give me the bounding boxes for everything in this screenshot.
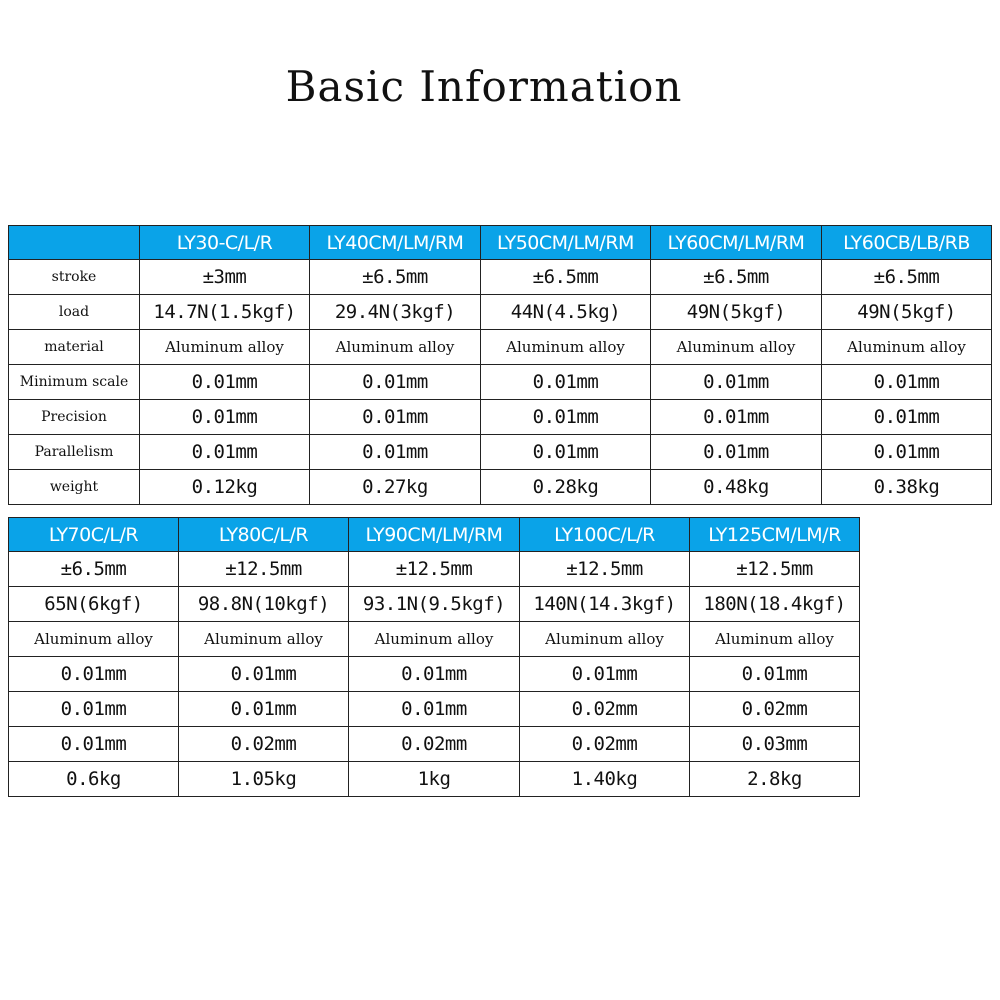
table-cell: 0.01mm (310, 400, 481, 435)
table-cell: Aluminum alloy (822, 330, 992, 365)
table-cell: 0.01mm (310, 365, 481, 400)
table-cell: Aluminum alloy (9, 622, 179, 657)
table-row-stroke (9, 552, 860, 587)
page-title: Basic Information (285, 62, 683, 111)
table-cell: 0.01mm (9, 692, 179, 727)
model-header: LY70C/L/R (9, 518, 179, 552)
table-cell: Aluminum alloy (690, 622, 860, 657)
table-cell: 14.7N(1.5kgf) (140, 295, 310, 330)
table-cell: ±6.5mm (9, 552, 179, 587)
table-cell: 29.4N(3kgf) (310, 295, 481, 330)
table-row-stroke (9, 260, 992, 295)
table-cell: Aluminum alloy (349, 622, 520, 657)
row-label: load (9, 295, 140, 330)
table-cell: 0.28kg (481, 470, 651, 505)
model-header: LY50CM/LM/RM (481, 226, 651, 260)
table-cell: 93.1N(9.5kgf) (349, 587, 520, 622)
table-cell: 0.01mm (9, 657, 179, 692)
table-header-row (9, 518, 860, 552)
row-label: material (9, 330, 140, 365)
table-cell: ±6.5mm (651, 260, 822, 295)
table-cell: ±6.5mm (481, 260, 651, 295)
table-cell: 0.01mm (310, 435, 481, 470)
table-row-precision (9, 400, 992, 435)
table-row-precision (9, 692, 860, 727)
table-cell: ±12.5mm (690, 552, 860, 587)
table-cell: 0.01mm (822, 435, 992, 470)
table-cell: 0.01mm (349, 657, 520, 692)
table-cell: ±12.5mm (179, 552, 349, 587)
table-row-weight (9, 470, 992, 505)
table-row-parallelism (9, 727, 860, 762)
table-cell: 0.01mm (481, 435, 651, 470)
row-label: stroke (9, 260, 140, 295)
table-cell: 0.38kg (822, 470, 992, 505)
table-cell: 0.01mm (481, 400, 651, 435)
table-header-row (9, 226, 992, 260)
table-cell: 0.01mm (140, 435, 310, 470)
table-cell: 1.40kg (520, 762, 690, 797)
table-cell: ±3mm (140, 260, 310, 295)
table-cell: ±6.5mm (822, 260, 992, 295)
table-cell: 49N(5kgf) (651, 295, 822, 330)
table-cell: 1.05kg (179, 762, 349, 797)
model-header: LY80C/L/R (179, 518, 349, 552)
table-cell: 2.8kg (690, 762, 860, 797)
table-cell: 0.01mm (140, 365, 310, 400)
table-cell: 0.48kg (651, 470, 822, 505)
table-cell: 0.02mm (520, 692, 690, 727)
table-cell: 0.6kg (9, 762, 179, 797)
table-row-minimum-scale (9, 657, 860, 692)
table-cell: 0.02mm (349, 727, 520, 762)
table-cell: 1kg (349, 762, 520, 797)
table-row-load (9, 295, 992, 330)
table-cell: Aluminum alloy (651, 330, 822, 365)
table-cell: 0.27kg (310, 470, 481, 505)
table-cell: 0.01mm (651, 435, 822, 470)
table-cell: ±6.5mm (310, 260, 481, 295)
table-row-parallelism (9, 435, 992, 470)
table-cell: 44N(4.5kg) (481, 295, 651, 330)
table-cell: Aluminum alloy (481, 330, 651, 365)
model-header: LY60CM/LM/RM (651, 226, 822, 260)
row-label: Precision (9, 400, 140, 435)
table-cell: 98.8N(10kgf) (179, 587, 349, 622)
table-cell: 0.01mm (140, 400, 310, 435)
table-cell: 0.02mm (520, 727, 690, 762)
model-header: LY60CB/LB/RB (822, 226, 992, 260)
table-cell: 140N(14.3kgf) (520, 587, 690, 622)
model-header: LY125CM/LM/R (690, 518, 860, 552)
table-cell: 0.02mm (179, 727, 349, 762)
table-cell: 0.01mm (520, 657, 690, 692)
table-cell: Aluminum alloy (179, 622, 349, 657)
table-cell: 0.01mm (822, 365, 992, 400)
table-cell: 0.02mm (690, 692, 860, 727)
table-cell: 0.01mm (481, 365, 651, 400)
table-row-weight (9, 762, 860, 797)
table-cell: 0.03mm (690, 727, 860, 762)
table-row-minimum-scale (9, 365, 992, 400)
table-row-load (9, 587, 860, 622)
table-cell: 0.01mm (349, 692, 520, 727)
table-cell: Aluminum alloy (140, 330, 310, 365)
model-header: LY40CM/LM/RM (310, 226, 481, 260)
table-cell: 0.12kg (140, 470, 310, 505)
model-header: LY30-C/L/R (140, 226, 310, 260)
table-cell: 49N(5kgf) (822, 295, 992, 330)
table-cell: 0.01mm (651, 400, 822, 435)
table-cell: 0.01mm (9, 727, 179, 762)
table-cell: 0.01mm (651, 365, 822, 400)
table-cell: Aluminum alloy (520, 622, 690, 657)
model-header: LY90CM/LM/RM (349, 518, 520, 552)
table-cell: 0.01mm (179, 692, 349, 727)
table-cell: 0.01mm (822, 400, 992, 435)
model-header: LY100C/L/R (520, 518, 690, 552)
table-cell: Aluminum alloy (310, 330, 481, 365)
row-label: Parallelism (9, 435, 140, 470)
table-cell: 0.01mm (690, 657, 860, 692)
table-row-material (9, 330, 992, 365)
table-cell: 180N(18.4kgf) (690, 587, 860, 622)
row-label: Minimum scale (9, 365, 140, 400)
table-row-material (9, 622, 860, 657)
spec-table-1 (8, 225, 992, 505)
table-cell: ±12.5mm (349, 552, 520, 587)
table-cell: 0.01mm (179, 657, 349, 692)
header-corner-cell (9, 226, 140, 260)
table-cell: 65N(6kgf) (9, 587, 179, 622)
spec-table-2 (8, 517, 860, 797)
table-cell: ±12.5mm (520, 552, 690, 587)
row-label: weight (9, 470, 140, 505)
